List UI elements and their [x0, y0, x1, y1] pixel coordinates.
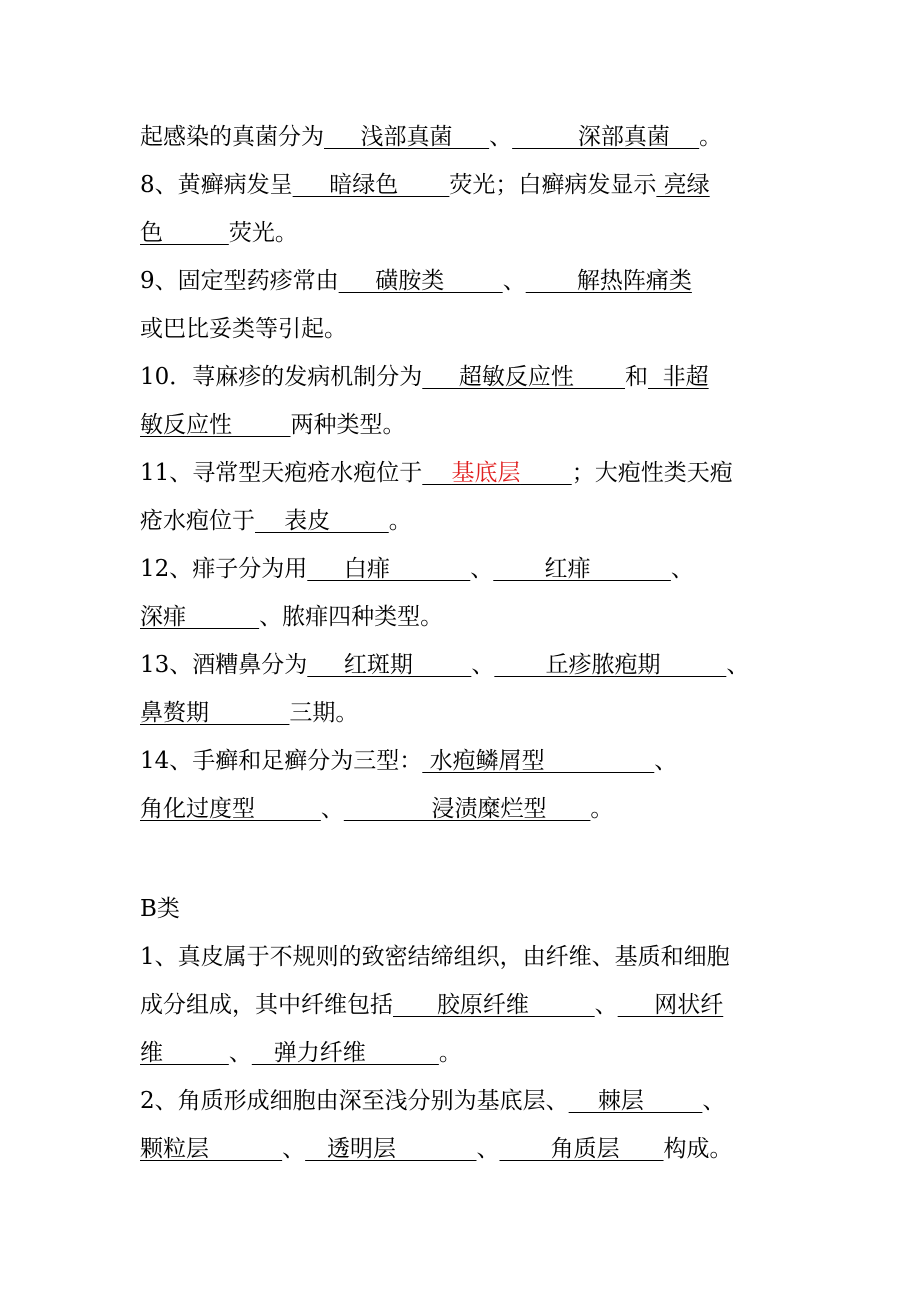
answer-blank: 暗绿色	[292, 172, 450, 198]
text-segment: 。	[590, 796, 614, 822]
text-segment: 、	[470, 556, 494, 582]
answer-blank: 解热阵痛类	[525, 268, 692, 294]
text-segment: 11、寻常型天疱疮水疱位于	[140, 460, 423, 486]
text-line	[140, 1086, 725, 1116]
text-segment: 、	[320, 796, 344, 822]
answer-blank: 弹力纤维	[251, 1040, 439, 1066]
text-line	[140, 602, 443, 632]
answer-blank: 深部真菌	[512, 124, 700, 150]
text-segment: 、	[502, 268, 526, 294]
answer-blank: 超敏反应性	[422, 364, 626, 390]
text-segment: 荧光。	[228, 220, 298, 246]
answer-blank	[521, 460, 572, 486]
text-segment: 或巴比妥类等引起。	[140, 316, 347, 342]
text-segment: 9、固定型药疹常由	[140, 268, 339, 294]
text-segment: 2、角质形成细胞由深至浅分别为基底层、	[140, 1088, 569, 1114]
text-line	[140, 362, 709, 392]
text-segment: 和	[625, 364, 649, 390]
answer-blank: 鼻赘期	[140, 700, 290, 726]
text-segment: 、	[594, 992, 618, 1018]
text-segment: 荧光；白癣病发显示	[449, 172, 657, 198]
text-line	[140, 1038, 462, 1068]
text-segment: 1、真皮属于不规则的致密结缔组织，由纤维、基质和细胞	[140, 944, 730, 970]
answer-blank: 角化过度型	[140, 796, 321, 822]
answer-blank	[422, 460, 451, 486]
text-segment: 、	[702, 1088, 726, 1114]
answer-blank: 白痱	[307, 556, 471, 582]
answer-blank: 红痱	[493, 556, 671, 582]
answer-blank: 颗粒层	[140, 1136, 283, 1162]
text-line	[140, 554, 694, 584]
text-segment: 、	[726, 652, 750, 678]
text-segment: 、	[228, 1040, 252, 1066]
text-segment: 12、痱子分为用	[140, 556, 308, 582]
text-segment: 疮水疱位于	[140, 508, 255, 534]
answer-blank: 敏反应性	[140, 412, 291, 438]
answer-blank: 非超	[648, 364, 709, 390]
answer-blank: 网状纤	[617, 992, 724, 1018]
text-line	[140, 314, 347, 344]
text-line	[140, 170, 710, 200]
text-segment: 起感染的真菌分为	[140, 124, 324, 150]
text-segment: 三期。	[289, 700, 359, 726]
text-segment: 10．荨麻疹的发病机制分为	[140, 364, 423, 390]
answer-blank: 红斑期	[307, 652, 472, 678]
text-segment: 8、黄癣病发呈	[140, 172, 293, 198]
text-segment: 、	[489, 124, 513, 150]
answer-blank: 色	[140, 220, 229, 246]
answer-blank: 角质层	[499, 1136, 664, 1162]
answer-blank: 磺胺类	[338, 268, 503, 294]
answer-blank: 浸渍糜烂型	[343, 796, 591, 822]
text-segment: 14、手癣和足癣分为三型：	[140, 748, 423, 774]
text-line	[140, 410, 406, 440]
text-segment: 、	[476, 1136, 500, 1162]
text-line	[140, 266, 692, 296]
text-line	[140, 218, 298, 248]
text-segment: 成分组成，其中纤维包括	[140, 992, 393, 1018]
text-segment: 、脓痱四种类型。	[259, 604, 444, 630]
answer-blank: 丘疹脓疱期	[494, 652, 727, 678]
text-segment: 构成。	[663, 1136, 733, 1162]
answer-blank: 维	[140, 1040, 229, 1066]
answer-blank: 胶原纤维	[393, 992, 595, 1018]
text-line	[140, 122, 722, 152]
text-segment: ；大疱性类天疱	[571, 460, 733, 486]
text-line	[140, 650, 749, 680]
answer-blank: 亮绿	[656, 172, 710, 198]
text-segment: 。	[388, 508, 412, 534]
answer-blank: 基底层	[451, 460, 521, 486]
text-line	[140, 746, 677, 776]
text-segment: 、	[670, 556, 694, 582]
text-segment: 13、酒糟鼻分为	[140, 652, 308, 678]
text-segment: 两种类型。	[290, 412, 406, 438]
text-segment: 、	[654, 748, 678, 774]
text-line	[140, 698, 358, 728]
text-segment: 。	[699, 124, 723, 150]
answer-blank: 深痱	[140, 604, 260, 630]
text-line	[140, 942, 730, 972]
answer-blank: 浅部真菌	[324, 124, 490, 150]
answer-blank: 棘层	[568, 1088, 703, 1114]
text-segment: 。	[438, 1040, 462, 1066]
answer-blank: 水疱鳞屑型	[422, 748, 655, 774]
answer-blank: 透明层	[305, 1136, 477, 1162]
text-line	[140, 458, 733, 488]
text-segment: 、	[471, 652, 495, 678]
text-segment: B类	[140, 896, 180, 922]
text-segment: 、	[282, 1136, 306, 1162]
text-line	[140, 990, 723, 1020]
text-line	[140, 894, 180, 924]
text-line	[140, 794, 613, 824]
text-line	[140, 506, 412, 536]
text-line	[140, 1134, 733, 1164]
answer-blank: 表皮	[255, 508, 389, 534]
